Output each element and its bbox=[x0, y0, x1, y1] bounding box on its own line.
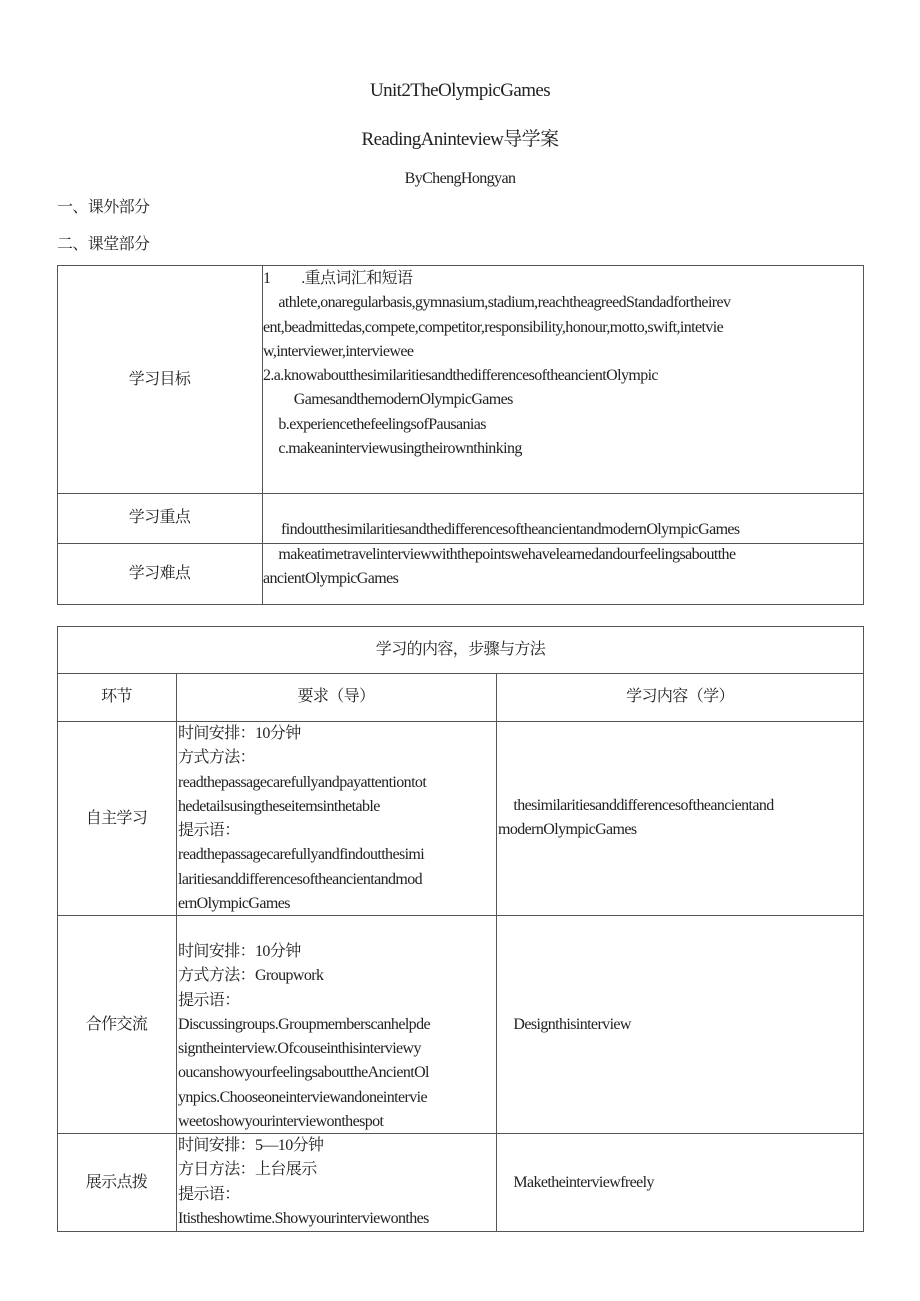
requirements-text: 时间安排：5—10分钟 方日方法：上台展示 提示语： Itistheshowtime.Showyourinterviewonthes bbox=[178, 1137, 429, 1227]
stage-label: 合作交流 bbox=[85, 1016, 148, 1033]
doc-title: Unit2TheOlympicGames bbox=[369, 80, 551, 101]
learning-content-text: thesimilaritiesanddifferencesoftheancientand modernOlympicGames bbox=[498, 797, 774, 839]
goals-text: 1 .重点词汇和短语 athlete,onaregularbasis,gymnasium,stadium,reachtheagreedStandadfortheirev ent,beadmittedas,compete,competitor,responsibility,honour,motto,swift,intetvie w,interviewer,interviewee 2.a.knowaboutthesimilaritiesandthedifferencesoftheancientOlympic GamesandthemodernOlympicGames b.experiencethefeelingsofPausanias c.makeaninterviewusingtheirownthinking bbox=[263, 270, 731, 458]
learning-content-text: Maketheinterviewfreely bbox=[498, 1174, 654, 1191]
row-label: 学习目标 bbox=[128, 371, 191, 388]
doc-subtitle: ReadingAninteview导学案 bbox=[361, 129, 559, 150]
section-heading: 一、课外部分 bbox=[57, 199, 150, 216]
table-title: 学习的内容，步骤与方法 bbox=[375, 641, 546, 658]
stage-label: 自主学习 bbox=[85, 810, 148, 827]
key-points-text: findoutthesimilaritiesandthedifferencesoftheancientandmodernOlympicGames bbox=[281, 521, 740, 538]
column-header: 环节 bbox=[101, 688, 132, 705]
requirements-text: 时间安排：10分钟 方式方法： readthepassagecarefullyandpayattentiontot hedetailsusingtheseitemsinthetable 提示语： readthepassagecarefullyandfindoutthesimi laritiesanddifferencesoftheancientandmod ernOlympicGames bbox=[178, 725, 427, 913]
column-header: 学习内容（学） bbox=[626, 688, 734, 705]
row-label: 学习重点 bbox=[128, 509, 191, 526]
stage-label: 展示点拨 bbox=[85, 1174, 148, 1191]
difficulty-text: makeatimetravelinterviewwiththepointswehavelearnedandourfeelingsaboutthe ancientOlympicGames bbox=[263, 546, 736, 588]
learning-content-text: Designthisinterview bbox=[498, 1016, 631, 1033]
column-header: 要求（导） bbox=[297, 688, 375, 705]
row-label: 学习难点 bbox=[128, 565, 191, 582]
requirements-text: 时间安排：10分钟 方式方法：Groupwork 提示语： Discussingroups.Groupmemberscanhelpde signtheinterview.Ofcouseinthisinterviewy oucanshowyourfeelingsabouttheAncientOl ynpics.Chooseoneinterviewandoneintervie weetoshowyourinterviewonthespot bbox=[178, 943, 430, 1131]
doc-author: ByChengHongyan bbox=[404, 170, 516, 187]
section-heading: 二、课堂部分 bbox=[57, 236, 150, 253]
